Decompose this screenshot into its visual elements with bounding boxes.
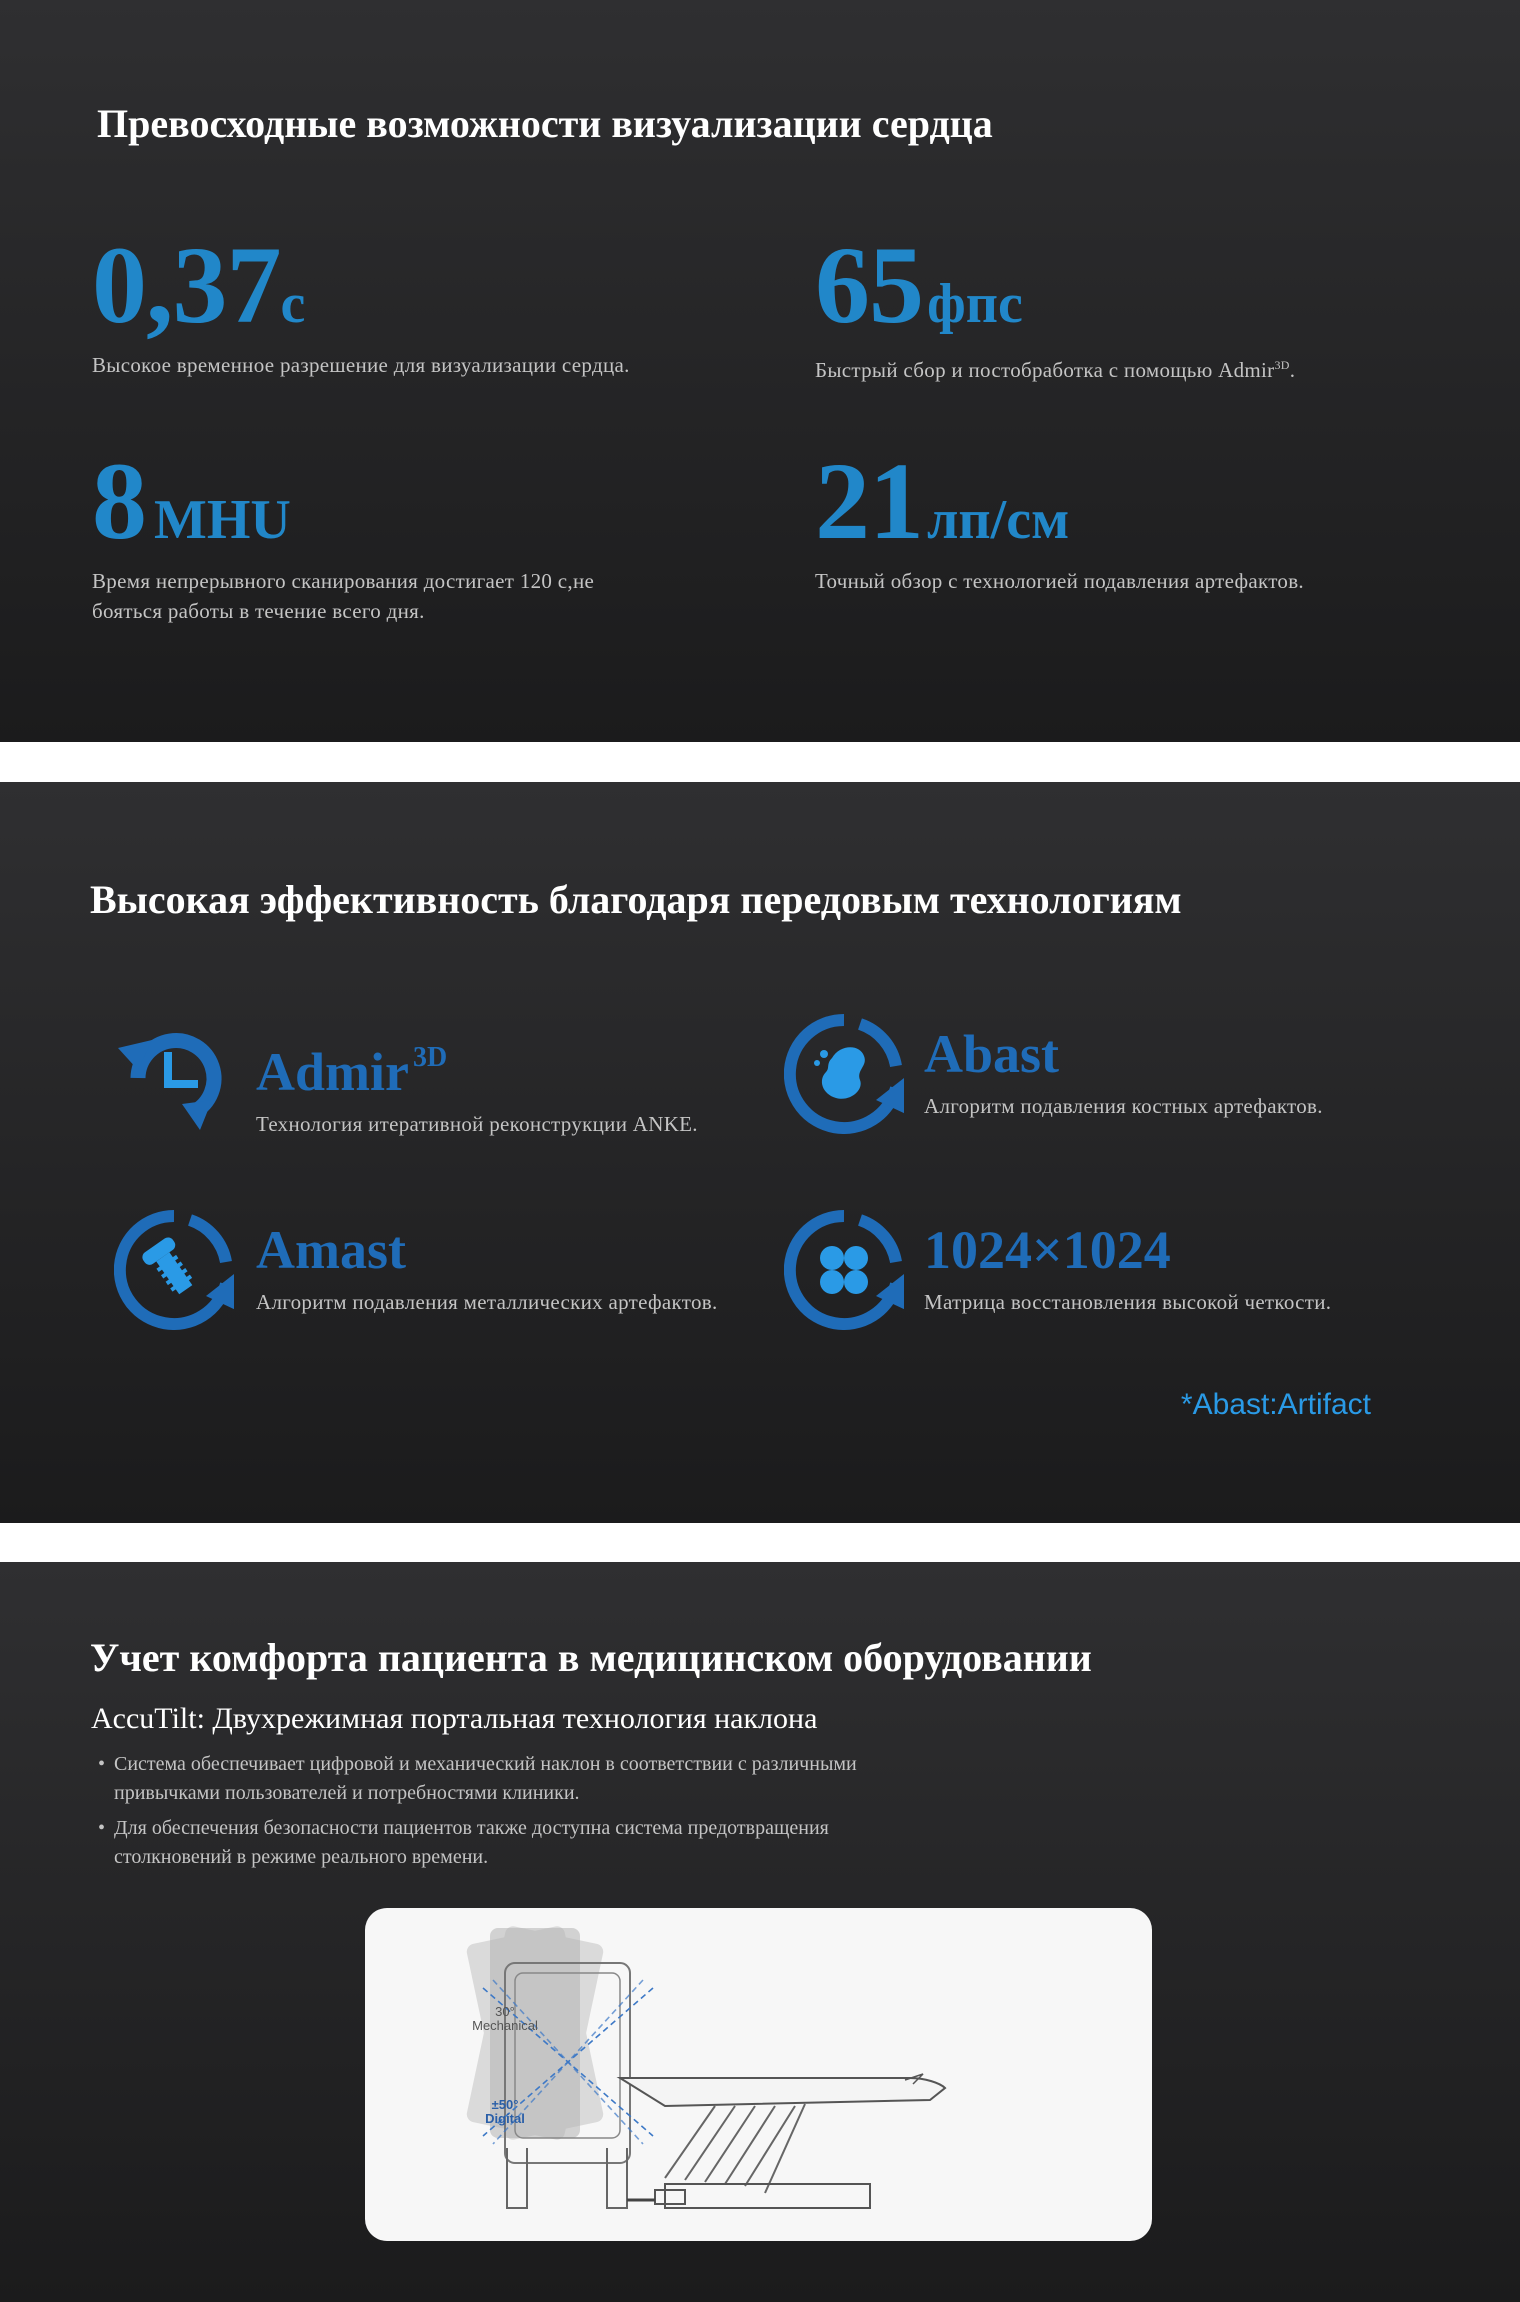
feature-description: Технология итеративной реконструкции ANKE. [256,1112,698,1136]
bullet-icon: • [98,1817,106,1839]
bone-cycle-icon [784,1014,904,1134]
feature-title: 1024×1024 [924,1220,1171,1280]
cardiac-imaging-section [0,0,1520,742]
stat-fps [815,224,1296,385]
stat-value: 65 [815,224,923,346]
footnote: *Abast:Artifact [1180,1388,1371,1421]
feature-title: Amast [256,1220,406,1280]
feature-title-sup: 3D [412,1042,448,1073]
bullet-icon: • [98,1753,106,1775]
stat-heat-capacity [92,440,595,626]
clock-cycle-icon [116,1018,236,1138]
ct-scanner-tilt-illustration [365,1908,1152,2241]
stat-description: Высокое временное разрешение для визуализации сердца. [92,353,630,377]
stat-unit: лп/см [927,489,1070,551]
digital-tilt-label: ±50° Digital [485,2097,525,2126]
accutilt-illustration-card [365,1908,1152,2241]
patient-comfort-section [0,1562,1520,2302]
technology-section [0,782,1520,1523]
section-title: Высокая эффективность благодаря передовым технологиям [90,877,1182,922]
feature-description: Матрица восстановления высокой четкости. [924,1290,1332,1314]
section-subtitle: AccuTilt: Двухрежимная портальная технология наклона [91,1702,818,1735]
stat-temporal-resolution [92,224,630,380]
feature-bullet-list [98,1750,998,1878]
section-title: Учет комфорта пациента в медицинском оборудовании [90,1635,1092,1680]
stat-value: 8 [92,440,146,562]
stat-value: 21 [815,440,923,562]
screw-cycle-icon [114,1210,234,1330]
feature-title: Abast [924,1024,1060,1084]
list-item: • Система обеспечивает цифровой и механический наклон в соответствии с различными привычками пользователей и потребностями клиники. [98,1750,998,1808]
stat-spatial-resolution [815,440,1304,596]
stat-description: Быстрый сбор и постобработка с помощью Admir$^{3D}$. [815,358,1296,382]
stat-unit: MHU [154,489,291,551]
stat-unit: фпс [927,273,1023,335]
stat-description: Точный обзор с технологией подавления артефактов. [815,569,1304,593]
stat-description: Время непрерывного сканирования достигает 120 с,не бояться работы в течение всего дня. [92,569,595,623]
stat-value: 0,37 [92,224,281,346]
mechanical-tilt-label: 30° Mechanical [472,2004,538,2033]
stat-unit: с [280,273,306,335]
feature-title: Admir [256,1042,409,1102]
section-title: Превосходные возможности визуализации сердца [97,101,993,146]
feature-description: Алгоритм подавления костных артефактов. [924,1094,1323,1118]
feature-description: Алгоритм подавления металлических артефактов. [256,1290,718,1314]
list-item: • Для обеспечения безопасности пациентов также доступна система предотвращения столкновений в режиме реального времени. [98,1814,998,1872]
matrix-cycle-icon [784,1210,904,1330]
